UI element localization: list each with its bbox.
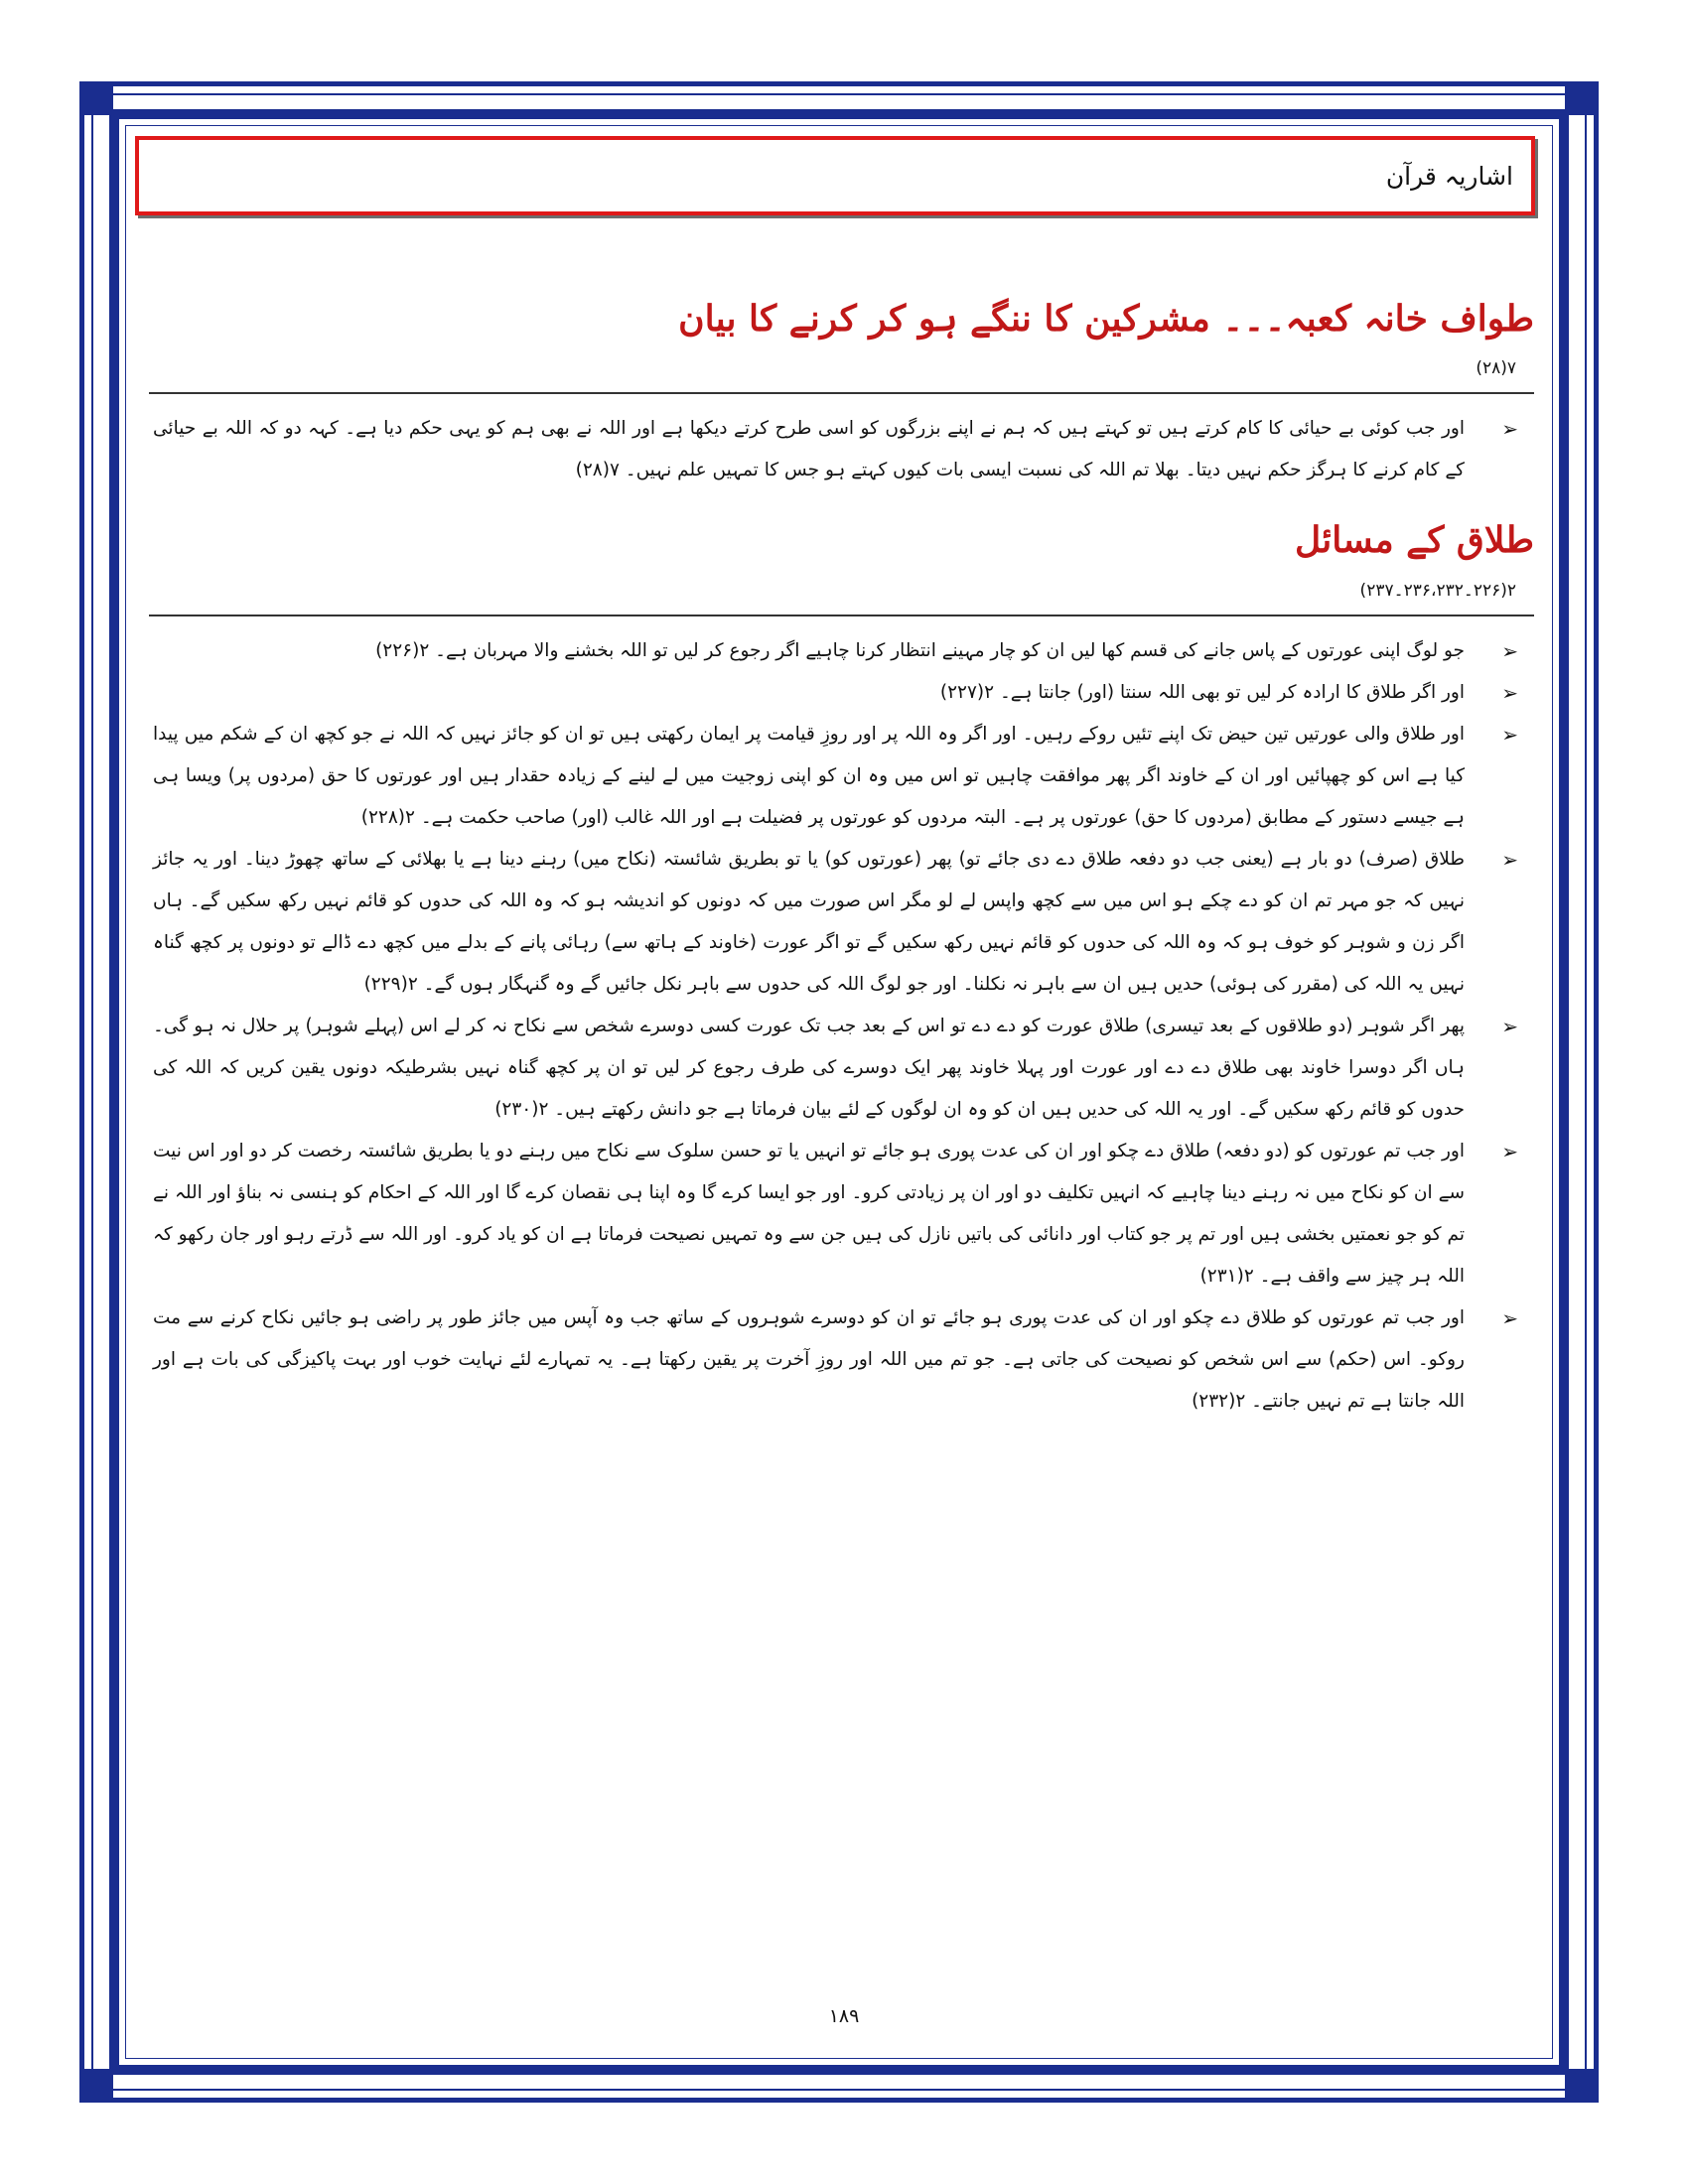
item-text: اور جب کوئی بے حیائی کا کام کرتے ہیں تو کہتے ہیں کہ ہم نے اپنے بزرگوں کو اسی طرح کرتے دیکھا ہے اور اللہ نے بھی ہم کو یہی حکم دیا ہے۔ کہہ دو کہ اللہ بے حیائی کے کام کرنے کا ہرگز حکم نہیں دیتا۔ بھلا تم اللہ کی نسبت ایسی بات کیوں کہتے ہو جس کا تمہیں علم نہیں۔ ۷(۲۸)	[153, 418, 1465, 481]
border-corner-bottom-left	[79, 2069, 113, 2103]
list-item	[149, 672, 1534, 714]
border-corner-top-left	[79, 81, 113, 115]
arrow-bullet-icon: ➢	[1501, 1015, 1518, 1039]
section-reference: ۲(۲۲۶۔۲۳۶،۲۳۲۔۲۳۷)	[1359, 581, 1516, 602]
section-title: طواف خانہ کعبہ۔۔۔ مشرکین کا ننگے ہو کر کرنے کا بیان	[678, 298, 1534, 340]
list-item	[149, 1006, 1534, 1131]
item-text: طلاق (صرف) دو بار ہے (یعنی جب دو دفعہ طلاق دے دی جائے تو) پھر (عورتوں کو) یا تو بطریق شائستہ (نکاح میں) رہنے دینا ہے یا بھلائی کے ساتھ چھوڑ دینا۔ اور یہ جائز نہیں کہ جو مہر تم ان کو دے چکے ہو اس میں سے کچھ واپس لے لو مگر اس صورت میں کہ دونوں کو اندیشہ ہو کہ وہ اللہ کی حدوں کو قائم نہیں رکھ سکیں گے۔ ہاں اگر زن و شوہر کو خوف ہو کہ وہ اللہ کی حدوں کو قائم نہیں رکھ سکیں گے تو اگر عورت (خاوند کے ہاتھ سے) رہائی پانے کے بدلے میں کچھ دے ڈالے تو دونوں پر کچھ گناہ نہیں یہ اللہ کی (مقرر کی ہوئی) حدیں ہیں ان سے باہر نہ نکلنا۔ اور جو لوگ اللہ کی حدوں سے باہر نکل جائیں گے وہ گنہگار ہوں گے۔ ۲(۲۲۹)	[153, 849, 1465, 996]
arrow-bullet-icon: ➢	[1501, 1140, 1518, 1164]
section-divider	[149, 392, 1534, 394]
section-title: طلاق کے مسائل	[1294, 519, 1534, 562]
section-tawaf	[149, 298, 1534, 491]
content	[149, 298, 1534, 1423]
page-number: ۱۸۹	[828, 2005, 860, 2027]
list-item	[149, 839, 1534, 1006]
list-item	[149, 1131, 1534, 1297]
arrow-bullet-icon: ➢	[1501, 723, 1518, 748]
item-text: اور جب تم عورتوں کو (دو دفعہ) طلاق دے چکو اور ان کی عدت پوری ہو جائے تو انہیں یا تو حسن سلوک سے نکاح میں رہنے دو یا بطریق شائستہ رخصت کر دو اور اس نیت سے ان کو نکاح میں نہ رہنے دینا چاہیے کہ انہیں تکلیف دو اور ان پر زیادتی کرو۔ اور جو ایسا کرے گا وہ اپنا ہی نقصان کرے گا اور اللہ کے احکام کو ہنسی نہ بناؤ اور اللہ نے تم کو جو نعمتیں بخشی ہیں اور تم پر جو کتاب اور دانائی کی باتیں نازل کی ہیں جن سے وہ تمہیں نصیحت فرماتا ہے ان کو یاد کرو۔ اور اللہ سے ڈرتے رہو اور جان رکھو کہ اللہ ہر چیز سے واقف ہے۔ ۲(۲۳۱)	[153, 1141, 1465, 1288]
section-reference: ۷(۲۸)	[1476, 358, 1516, 379]
section-items	[149, 408, 1534, 491]
item-text: اور طلاق والی عورتیں تین حیض تک اپنے تئیں روکے رہیں۔ اور اگر وہ اللہ پر اور روزِ قیامت پر ایمان رکھتی ہیں تو ان کو جائز نہیں کہ اللہ نے جو کچھ ان کے شکم میں پیدا کیا ہے اس کو چھپائیں اور ان کے خاوند اگر پھر موافقت چاہیں تو اس میں وہ ان کو اپنی زوجیت میں لے لینے کے زیادہ حقدار ہیں اور عورتوں کا حق (مردوں پر) ویسا ہی ہے جیسے دستور کے مطابق (مردوں کا حق) عورتوں پر ہے۔ البتہ مردوں کو عورتوں پر فضیلت ہے اور اللہ غالب (اور) صاحب حکمت ہے۔ ۲(۲۲۸)	[153, 724, 1465, 829]
item-text: جو لوگ اپنی عورتوں کے پاس جانے کی قسم کھا لیں ان کو چار مہینے انتظار کرنا چاہیے اگر رجوع کر لیں تو اللہ بخشنے والا مہربان ہے۔ ۲(۲۲۶)	[375, 640, 1465, 662]
item-text: اور جب تم عورتوں کو طلاق دے چکو اور ان کی عدت پوری ہو جائے تو ان کو دوسرے شوہروں کے ساتھ جب وہ آپس میں جائز طور پر راضی ہو جائیں نکاح کرنے سے مت روکو۔ اس (حکم) سے اس شخص کو نصیحت کی جاتی ہے۔ جو تم میں اللہ اور روزِ آخرت پر یقین رکھتا ہے۔ یہ تمہارے لئے نہایت خوب اور بہت پاکیزگی کی بات ہے اور اللہ جانتا ہے تم نہیں جانتے۔ ۲(۲۳۲)	[153, 1307, 1465, 1413]
list-item	[149, 1297, 1534, 1423]
border-corner-top-right	[1565, 81, 1599, 115]
item-text: اور اگر طلاق کا ارادہ کر لیں تو بھی اللہ سنتا (اور) جانتا ہے۔ ۲(۲۲۷)	[939, 682, 1465, 704]
list-item	[149, 714, 1534, 839]
arrow-bullet-icon: ➢	[1501, 848, 1518, 873]
arrow-bullet-icon: ➢	[1501, 639, 1518, 664]
arrow-bullet-icon: ➢	[1501, 681, 1518, 706]
border-corner-bottom-right	[1565, 2069, 1599, 2103]
list-item	[149, 408, 1534, 491]
header-title: اشاریہ قرآن	[1385, 161, 1513, 191]
item-text: پھر اگر شوہر (دو طلاقوں کے بعد تیسری) طلاق عورت کو دے دے تو اس کے بعد جب تک عورت کسی دوسرے شخص سے نکاح نہ کر لے اس (پہلے شوہر) پر حلال نہ ہو گی۔ ہاں اگر دوسرا خاوند بھی طلاق دے دے اور عورت اور پہلا خاوند پھر ایک دوسرے کی طرف رجوع کر لیں تو ان پر کچھ گناہ نہیں بشرطیکہ دونوں یقین کریں کہ اللہ کی حدوں کو قائم رکھ سکیں گے۔ اور یہ اللہ کی حدیں ہیں ان کو وہ ان لوگوں کے لئے بیان فرماتا ہے جو دانش رکھتے ہیں۔ ۲(۲۳۰)	[153, 1016, 1465, 1121]
arrow-bullet-icon: ➢	[1501, 417, 1518, 442]
header-box	[135, 136, 1535, 215]
arrow-bullet-icon: ➢	[1501, 1306, 1518, 1331]
list-item	[149, 630, 1534, 672]
section-items	[149, 630, 1534, 1423]
section-talaq	[149, 519, 1534, 1423]
section-divider	[149, 614, 1534, 616]
